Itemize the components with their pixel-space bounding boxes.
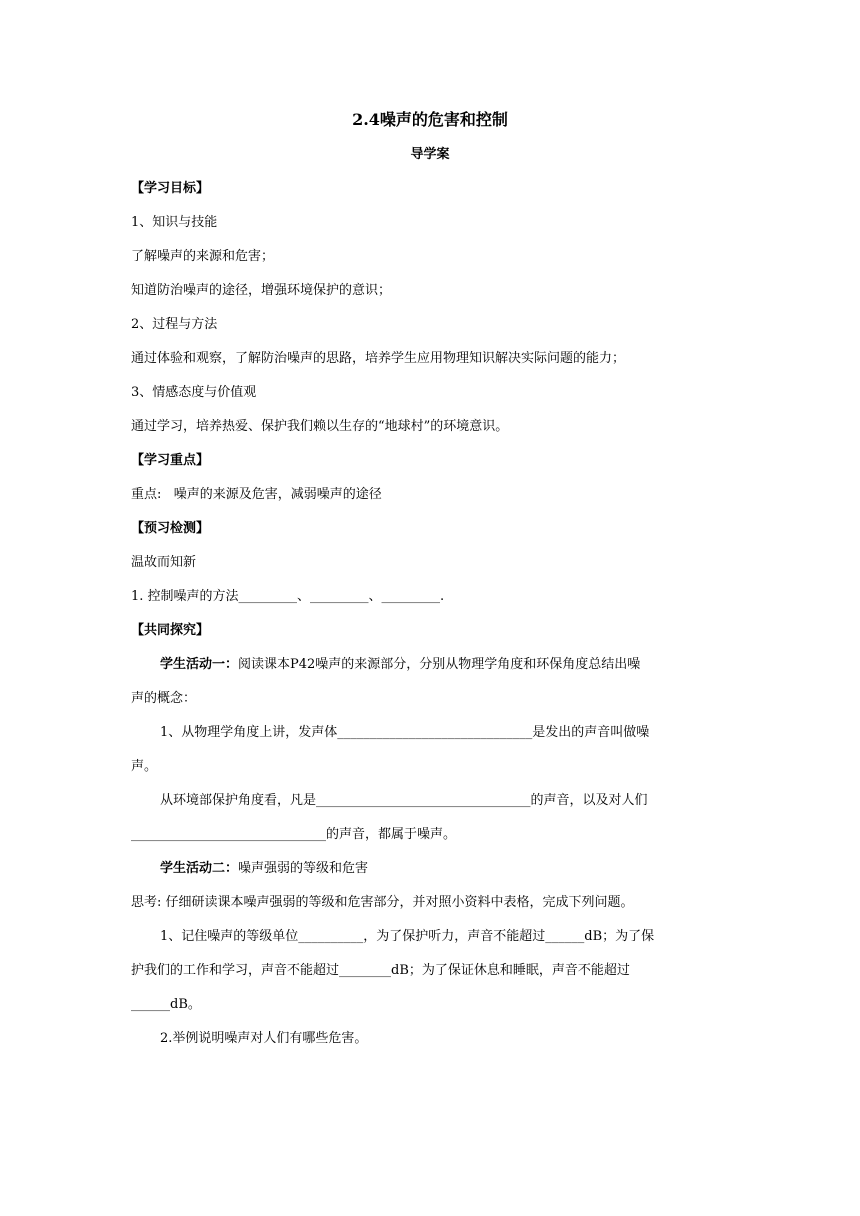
objective-1-heading: 1、知识与技能	[131, 215, 218, 230]
question-2-line-a: 从环境部保护角度看，凡是_________________________________的声音，以及对人们	[160, 793, 648, 808]
key-points-text: 重点: 噪声的来源及危害，减弱噪声的途径	[131, 487, 382, 502]
activity-1-line-a	[160, 656, 640, 674]
activity-2-line	[160, 860, 368, 878]
heading-key-points: 【学习重点】	[131, 453, 210, 468]
objective-2-item-a: 通过体验和观察，了解防治噪声的思路，培养学生应用物理知识解决实际问题的能力；	[131, 351, 626, 366]
page-title: 2.4噪声的危害和控制	[352, 110, 508, 129]
activity-1-label: 学生活动一：	[160, 657, 239, 672]
question-1-line-a: 1、从物理学角度上讲，发声体______________________________是发出的声音叫做噪	[160, 725, 650, 740]
preview-intro: 温故而知新	[131, 555, 197, 570]
heading-explore: 【共同探究】	[131, 623, 210, 638]
objective-3-heading: 3、情感态度与价值观	[131, 385, 257, 400]
heading-objectives: 【学习目标】	[131, 181, 210, 196]
question-1-line-b: 声。	[131, 759, 158, 774]
objective-3-item-a: 通过学习，培养热爱、保护我们赖以生存的“地球村”的环境意识。	[131, 419, 509, 434]
activity-1-text: 阅读课本P42噪声的来源部分，分别从物理学角度和环保角度总结出噪	[238, 657, 641, 672]
preview-question-1: 1. 控制噪声的方法_________、_________、_________.	[131, 589, 445, 604]
objective-1-item-b: 知道防治噪声的途径，增强环境保护的意识；	[131, 283, 392, 298]
question-3-line-a: 1、记住噪声的等级单位__________，为了保护听力，声音不能超过______dB；为了保	[160, 929, 655, 944]
think-prompt: 思考: 仔细研读课本噪声强弱的等级和危害部分，并对照小资料中表格，完成下列问题。	[131, 895, 634, 910]
question-3-line-c: ______dB。	[131, 997, 201, 1012]
question-2-line-b: ______________________________的声音，都属于噪声。	[131, 827, 457, 842]
activity-1-line-b: 声的概念：	[131, 691, 197, 706]
question-3-line-b: 护我们的工作和学习，声音不能超过________dB；为了保证休息和睡眠，声音不能超过	[131, 963, 630, 978]
objective-2-heading: 2、过程与方法	[131, 317, 218, 332]
heading-preview: 【预习检测】	[131, 521, 210, 536]
activity-2-label: 学生活动二：	[160, 861, 239, 876]
page-subtitle: 导学案	[410, 147, 450, 162]
activity-2-text: 噪声强弱的等级和危害	[238, 861, 369, 876]
question-4: 2.举例说明噪声对人们有哪些危害。	[160, 1031, 368, 1046]
objective-1-item-a: 了解噪声的来源和危害；	[131, 249, 275, 264]
